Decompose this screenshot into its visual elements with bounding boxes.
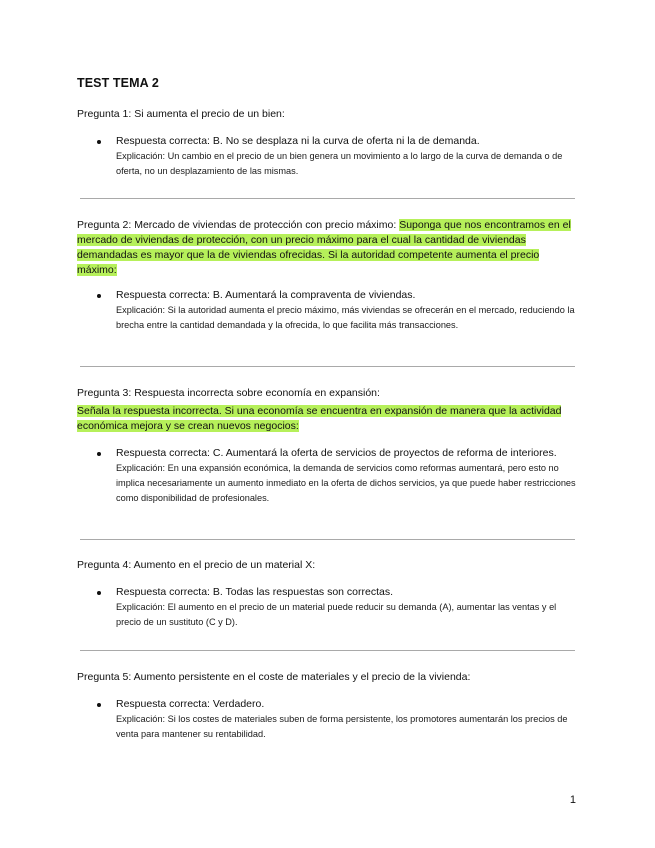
bullet-icon <box>97 140 101 144</box>
question-4-answer: Respuesta correcta: B. Todas las respuestas son correctas. <box>116 586 394 598</box>
divider <box>80 198 575 199</box>
question-4-explanation: Explicación: El aumento en el precio de un material puede reducir su demanda (A), aumentar las ventas y el precio de un sustituto (C y D). <box>116 602 557 627</box>
question-3-heading: Pregunta 3: Respuesta incorrecta sobre economía en expansión: <box>77 387 380 399</box>
question-4-heading: Pregunta 4: Aumento en el precio de un material X: <box>77 559 316 571</box>
question-5-answer-block <box>97 697 577 742</box>
divider <box>80 650 575 651</box>
question-5-heading: Pregunta 5: Aumento persistente en el coste de materiales y el precio de la vivienda: <box>77 671 471 683</box>
question-3-answer: Respuesta correcta: C. Aumentará la oferta de servicios de proyectos de reforma de interiores. <box>116 447 557 459</box>
bullet-icon <box>97 452 101 456</box>
document-title: TEST TEMA 2 <box>77 76 159 90</box>
bullet-icon <box>97 703 101 707</box>
question-2-statement: Suponga que nos encontramos en el mercado de viviendas de protección, con un precio máximo para el cual la cantidad de viviendas demandadas es mayor que la de viviendas ofrecidas. Si la autoridad competente aumenta el precio máximo: <box>77 219 571 276</box>
question-1-heading: Pregunta 1: Si aumenta el precio de un bien: <box>77 108 285 120</box>
divider <box>80 539 575 540</box>
question-1-answer-block <box>97 134 577 179</box>
bullet-icon <box>97 591 101 595</box>
question-2-answer: Respuesta correcta: B. Aumentará la compraventa de viviendas. <box>116 289 416 301</box>
question-5-answer: Respuesta correcta: Verdadero. <box>116 698 265 710</box>
question-2-answer-block <box>97 288 577 333</box>
question-1-answer: Respuesta correcta: B. No se desplaza ni la curva de oferta ni la de demanda. <box>116 135 480 147</box>
question-3-explanation: Explicación: En una expansión económica, la demanda de servicios como reformas aumentará, pero esto no implica necesariamente un aumento inmediato en la oferta de dichos servicios, ya que puede haber restricciones como disponibilidad de profesionales. <box>116 463 576 503</box>
divider <box>80 366 575 367</box>
question-2-heading: Pregunta 2: Mercado de viviendas de protección con precio máximo: <box>77 219 397 231</box>
question-3-answer-block <box>97 446 577 506</box>
question-3-statement: Señala la respuesta incorrecta. Si una economía se encuentra en expansión de manera que la actividad económica mejora y se crean nuevos negocios: <box>77 405 562 432</box>
question-2-explanation: Explicación: Si la autoridad aumenta el precio máximo, más viviendas se ofrecerán en el mercado, reduciendo la brecha entre la cantidad demandada y la ofrecida, lo que facilita más transacciones. <box>116 305 575 330</box>
question-1-explanation: Explicación: Un cambio en el precio de un bien genera un movimiento a lo largo de la curva de demanda o de oferta, no un desplazamiento de las mismas. <box>116 151 563 176</box>
page-number: 1 <box>569 794 576 806</box>
question-5-explanation: Explicación: Si los costes de materiales suben de forma persistente, los promotores aumentarán los precios de venta para mantener su rentabilidad. <box>116 714 568 739</box>
question-4-answer-block <box>97 585 577 630</box>
question-2-text <box>77 218 577 278</box>
bullet-icon <box>97 294 101 298</box>
question-3-statement-line <box>77 404 577 434</box>
